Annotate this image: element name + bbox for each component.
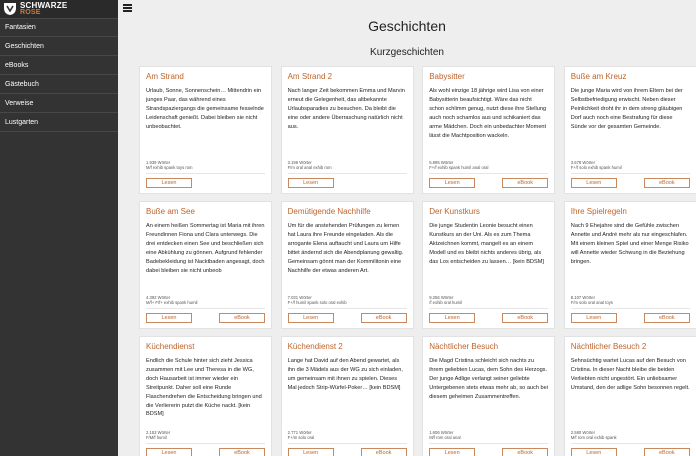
story-title[interactable]: Buße am Kreuz xyxy=(570,72,627,81)
sidebar-nav xyxy=(0,18,118,132)
story-summary: Um für die anstehenden Prüfungen zu lernen hat Laura ihre Freunde eingeladen. Als die arrogante Elena auftaucht und Laura um Hilfe bittet ändernd sich die Abendplanung gewaltig. Gemeinsam gönnt man der Kommilitonin eine Nachhilfe der etwas anderen Art. xyxy=(287,223,404,274)
ebook-button[interactable]: eBook xyxy=(361,448,407,456)
hamburger-bar xyxy=(123,7,132,9)
story-card xyxy=(422,201,555,329)
card-divider xyxy=(429,308,548,309)
story-summary: Lange hat David auf den Abend gewartet, als ihn die 3 Mädels aus der WG zu sich einladen, um gemeinsam mit ihnen zu spielen. Dieses Mal jedoch Strip-Würfel-Poker… [kein BDSM] xyxy=(287,358,403,391)
story-summary: Als wohl einzige 18 jährige wird Lisa von einer Babysitterin beaufsichtigt. Wäre das nicht schon schlimm genug, nutzt diese ihre Stellung auch noch schamlos aus und schikaniert das arme Mädchen. Doch ein unbedachter Moment lässt die Machtposition wackeln. xyxy=(429,88,547,139)
ebook-button[interactable]: eBook xyxy=(502,178,548,188)
story-card xyxy=(564,201,696,329)
read-button[interactable]: Lesen xyxy=(288,313,334,323)
word-count: 2.771 Wörter xyxy=(287,430,312,435)
story-grid xyxy=(139,66,695,456)
story-summary: Nach langer Zeit bekommen Emma und Marvin erneut die Gelegenheit, das altbekannte Urlaubsparadies zu besuchen. Da bleibt die eine oder andere Überraschung natürlich nicht aus. xyxy=(287,88,405,130)
card-divider xyxy=(288,173,407,174)
story-card xyxy=(139,66,272,194)
word-count: 3.196 Wörter xyxy=(287,160,312,165)
sidebar-item-lustgarten[interactable]: Lustgarten xyxy=(0,113,118,132)
story-title[interactable]: Am Strand xyxy=(146,72,184,81)
hamburger-bar xyxy=(123,4,132,6)
sidebar-item-geschichten[interactable]: Geschichten xyxy=(0,37,118,56)
ebook-button[interactable]: eBook xyxy=(502,313,548,323)
story-summary: Urlaub, Sonne, Sonnenschein… Mittendrin ein junges Paar, das während eines Strandspaziergangs die gemeinsame fesselnde Leidenschaft genießt. Dabei bleiben sie nicht unbeobachtet. xyxy=(146,88,264,130)
word-count: 3.678 Wörter xyxy=(570,160,595,165)
story-title[interactable]: Demütigende Nachhilfe xyxy=(287,207,371,216)
story-card xyxy=(281,336,414,456)
read-button[interactable]: Lesen xyxy=(429,313,475,323)
section-title: Kurzgeschichten xyxy=(370,47,444,58)
story-meta xyxy=(429,430,460,440)
sidebar-item-fantasien[interactable]: Fantasien xyxy=(0,18,118,37)
brand-logo[interactable] xyxy=(0,0,118,18)
brand-line2: ROSE xyxy=(20,9,41,16)
story-meta xyxy=(429,160,488,170)
card-divider xyxy=(571,308,690,309)
story-title[interactable]: Nächtlicher Besuch xyxy=(429,342,499,351)
story-meta xyxy=(288,160,332,170)
word-count: 4.392 Wörter xyxy=(146,295,171,300)
story-tags: F+/f exhib spank humil anal oral xyxy=(429,165,489,170)
story-meta xyxy=(571,160,622,170)
story-tags: M/f rom oral exhib spank xyxy=(570,435,617,440)
card-divider xyxy=(288,443,407,444)
card-divider xyxy=(146,173,265,174)
story-card xyxy=(564,336,696,456)
read-button[interactable]: Lesen xyxy=(288,178,334,188)
story-title[interactable]: Am Strand 2 xyxy=(287,72,333,81)
story-summary: An einem heißen Sommertag ist Maria mit ihren Freundinnen Fiona und Clara unterwegs. Die drei entdecken einen See und beschließen sich eine Abkühlung zu gönnen. Aufgrund fehlender Badebekleidung ist Nacktbaden angesagt, doch dabei bleiben sie nicht unbeob xyxy=(146,223,265,274)
story-tags: M/f+ F/f+ exhib spank humil xyxy=(146,300,198,305)
read-button[interactable]: Lesen xyxy=(146,448,192,456)
story-title[interactable]: Ihre Spielregeln xyxy=(570,207,627,216)
sidebar-item-verweise[interactable]: Verweise xyxy=(0,94,118,113)
story-tags: F+/m solo oral xyxy=(287,435,315,440)
story-tags: F/m solo oral anal toys xyxy=(570,300,613,305)
word-count: 1.606 Wörter xyxy=(429,430,454,435)
read-button[interactable]: Lesen xyxy=(146,313,192,323)
word-count: 8.107 Wörter xyxy=(570,295,595,300)
sidebar-item-ebooks[interactable]: eBooks xyxy=(0,56,118,75)
story-tags: M/f exhib spank toys rom xyxy=(146,165,193,170)
ebook-button[interactable]: eBook xyxy=(644,178,690,188)
story-card xyxy=(139,201,272,329)
brand-line1: SCHWARZE xyxy=(20,1,68,10)
sidebar-item-gaestebuch[interactable]: Gästebuch xyxy=(0,75,118,94)
story-summary: Die junge Studentin Leonie besucht einen Kunstkurs an der Uni. Als es zum Thema Aktzeichnen kommt, mangelt es an einem Modell und es bleibt nichts anderes übrig, als das Los entscheiden zu lassen… [kein BDSM] xyxy=(429,223,544,265)
story-meta xyxy=(571,295,613,305)
sidebar xyxy=(0,0,118,456)
story-title[interactable]: Nächtlicher Besuch 2 xyxy=(570,342,647,351)
hamburger-icon[interactable] xyxy=(123,4,132,12)
read-button[interactable]: Lesen xyxy=(146,178,192,188)
story-card xyxy=(422,336,555,456)
read-button[interactable]: Lesen xyxy=(571,448,617,456)
word-count: 7.031 Wörter xyxy=(287,295,312,300)
story-title[interactable]: Buße am See xyxy=(146,207,195,216)
card-divider xyxy=(146,443,265,444)
story-tags: F+/f solo exhib spank humil xyxy=(570,165,622,170)
word-count: 9.256 Wörter xyxy=(429,295,454,300)
word-count: 1.939 Wörter xyxy=(146,160,171,165)
story-tags: M/f rom oral anal xyxy=(429,435,461,440)
story-card xyxy=(281,66,414,194)
read-button[interactable]: Lesen xyxy=(288,448,334,456)
story-summary: Die Magd Cristina schleicht sich nachts zu ihrem geliebten Lucas, dem Sohn des Herzogs. Der junge Adlige verlangt seiner geliebte Untergebenen stets etwas mehr ab, so auch bei diesem geheimen Zusammentreffen. xyxy=(429,358,548,400)
read-button[interactable]: Lesen xyxy=(429,448,475,456)
card-divider xyxy=(288,308,407,309)
word-count: 2.153 Wörter xyxy=(146,430,171,435)
story-meta xyxy=(571,430,617,440)
card-divider xyxy=(146,308,265,309)
read-button[interactable]: Lesen xyxy=(429,178,475,188)
card-divider xyxy=(429,173,548,174)
story-meta xyxy=(146,430,170,440)
story-title[interactable]: Der Kunstkurs xyxy=(429,207,480,216)
story-title[interactable]: Babysitter xyxy=(429,72,465,81)
word-count: 2.580 Wörter xyxy=(570,430,595,435)
story-meta xyxy=(429,295,462,305)
story-tags: F/m oral anal exhib rom xyxy=(287,165,332,170)
card-divider xyxy=(571,173,690,174)
page-title: Geschichten xyxy=(368,18,446,34)
ebook-button[interactable]: eBook xyxy=(644,448,690,456)
story-card xyxy=(422,66,555,194)
story-title[interactable]: Küchendienst 2 xyxy=(287,342,343,351)
story-tags: F+/f humil spank solo oral exhib xyxy=(287,300,347,305)
ebook-button[interactable]: eBook xyxy=(219,313,265,323)
ebook-button[interactable]: eBook xyxy=(219,448,265,456)
rose-logo-icon xyxy=(3,2,17,16)
story-tags: F/M/f humil xyxy=(146,435,167,440)
card-divider xyxy=(571,443,690,444)
ebook-button[interactable]: eBook xyxy=(361,313,407,323)
story-meta xyxy=(288,295,347,305)
story-summary: Nach 9 Ehejahre sind die Gefühle zwischen Annette und André mehr als nur eingeschlafen. Mit einem kleinen Spiel und einer Menge Risiko will Annette wieder Schwung in die Beziehung bringen. xyxy=(570,223,689,265)
story-tags: /f exhib oral humil xyxy=(429,300,463,305)
story-summary: Die junge Maria wird von ihrem Eltern bei der Selbstbefriedigung erwischt. Neben dieser Peinlichkeit droht ihr in dem streng gläubigen Dorf auch noch eine Bestrafung für diese Sünde vor der gesamten Gemeinde. xyxy=(570,88,683,130)
story-meta xyxy=(146,295,197,305)
ebook-button[interactable]: eBook xyxy=(502,448,548,456)
story-meta xyxy=(288,430,315,440)
story-summary: Endlich die Schule hinter sich zieht Jessica zusammen mit Lee und Theresa in die WG, doch Hausarbeit ist immer wieder ein Streitpunkt. Daher soll eine Runde Flaschendrehen die Entscheidung bringen und die Verliererin putzt die Küche nackt. [kein BDSM] xyxy=(146,358,262,418)
story-summary: Sehnsüchtig wartet Lucas auf den Besuch von Cristina. In dieser Nacht bleibe die beiden Verliebten nicht ungestört. Ein unliebsamer Umstand, den der adlige Sohn besonnen regelt. xyxy=(570,358,690,391)
story-card xyxy=(139,336,272,456)
story-card xyxy=(281,201,414,329)
word-count: 5.895 Wörter xyxy=(429,160,454,165)
card-divider xyxy=(429,443,548,444)
read-button[interactable]: Lesen xyxy=(571,313,617,323)
read-button[interactable]: Lesen xyxy=(571,178,617,188)
story-title[interactable]: Küchendienst xyxy=(146,342,195,351)
hamburger-bar xyxy=(123,10,132,12)
ebook-button[interactable]: eBook xyxy=(644,313,690,323)
story-card xyxy=(564,66,696,194)
story-meta xyxy=(146,160,193,170)
